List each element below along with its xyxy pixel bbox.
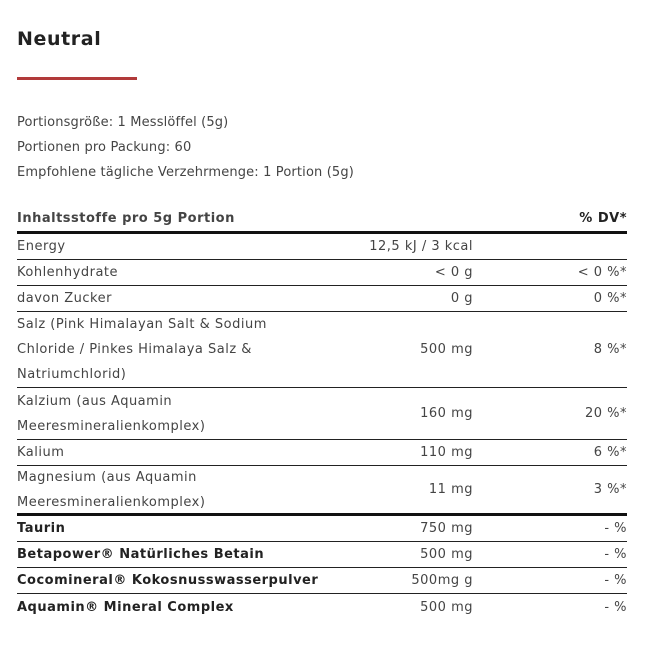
table-row: [17, 516, 627, 542]
ingredient-amount: 12,5 kJ / 3 kcal: [369, 239, 473, 254]
ingredient-name: Aquamin® Mineral Complex: [17, 599, 234, 615]
servings-per-pack: Portionen pro Packung: 60: [17, 140, 192, 155]
table-row: [17, 260, 627, 286]
ingredient-amount: < 0 g: [434, 265, 473, 280]
table-row: [17, 440, 627, 466]
ingredient-amount: 500mg g: [411, 573, 473, 588]
ingredient-amount: 11 mg: [428, 482, 473, 497]
ingredient-name: Kohlenhydrate: [17, 265, 119, 280]
ingredient-dv: 6 %*: [593, 445, 627, 460]
ingredient-dv: 0 %*: [593, 291, 627, 306]
table-row: [17, 388, 627, 440]
ingredient-name: davon Zucker: [17, 291, 112, 306]
ingredient-amount: 500 mg: [420, 547, 473, 562]
table-header: [17, 207, 627, 234]
ingredient-dv: - %: [604, 521, 627, 536]
ingredient-name: Betapower® Natürliches Betain: [17, 547, 265, 562]
table-row: [17, 312, 627, 388]
ingredient-dv: 8 %*: [593, 342, 627, 357]
recommended-daily-intake: Empfohlene tägliche Verzehrmenge: 1 Portion (5g): [17, 165, 354, 180]
ingredient-name: Magnesium (aus Aquamin Meeresmineralienkomplex): [17, 469, 206, 510]
ingredient-name: Taurin: [17, 521, 66, 536]
page-title: Neutral: [17, 28, 102, 50]
table-row: [17, 594, 627, 620]
ingredient-name: Salz (Pink Himalayan Salt & Sodium Chloride / Pinkes Himalaya Salz & Natriumchlorid): [17, 317, 267, 382]
ingredient-amount: 160 mg: [420, 406, 473, 421]
ingredient-name: Kalium: [17, 445, 65, 460]
ingredient-name: Energy: [17, 239, 66, 254]
header-dv: % DV*: [579, 211, 627, 226]
title-underline: [17, 77, 137, 80]
ingredient-amount: 500 mg: [420, 342, 473, 357]
ingredient-name: Kalzium (aus Aquamin Meeresmineralienkomplex): [17, 393, 206, 434]
table-row: [17, 542, 627, 568]
table-row: [17, 568, 627, 594]
ingredient-dv: 20 %*: [584, 406, 627, 421]
ingredient-amount: 110 mg: [420, 445, 473, 460]
ingredient-dv: - %: [604, 573, 627, 588]
serving-size: Portionsgröße: 1 Messlöffel (5g): [17, 115, 229, 130]
ingredient-dv: 3 %*: [593, 482, 627, 497]
ingredient-dv: - %: [604, 599, 627, 615]
table-row: [17, 234, 627, 260]
serving-info: [17, 114, 354, 189]
header-ingredients: Inhaltsstoffe pro 5g Portion: [17, 211, 235, 226]
ingredient-dv: - %: [604, 547, 627, 562]
ingredient-amount: 0 g: [450, 291, 473, 306]
ingredient-name: Cocomineral® Kokosnusswasserpulver: [17, 573, 319, 588]
nutrition-table: [17, 207, 627, 620]
table-row: [17, 286, 627, 312]
ingredient-dv: < 0 %*: [577, 265, 627, 280]
table-row: [17, 466, 627, 516]
ingredient-amount: 500 mg: [420, 599, 473, 615]
ingredient-amount: 750 mg: [420, 521, 473, 536]
